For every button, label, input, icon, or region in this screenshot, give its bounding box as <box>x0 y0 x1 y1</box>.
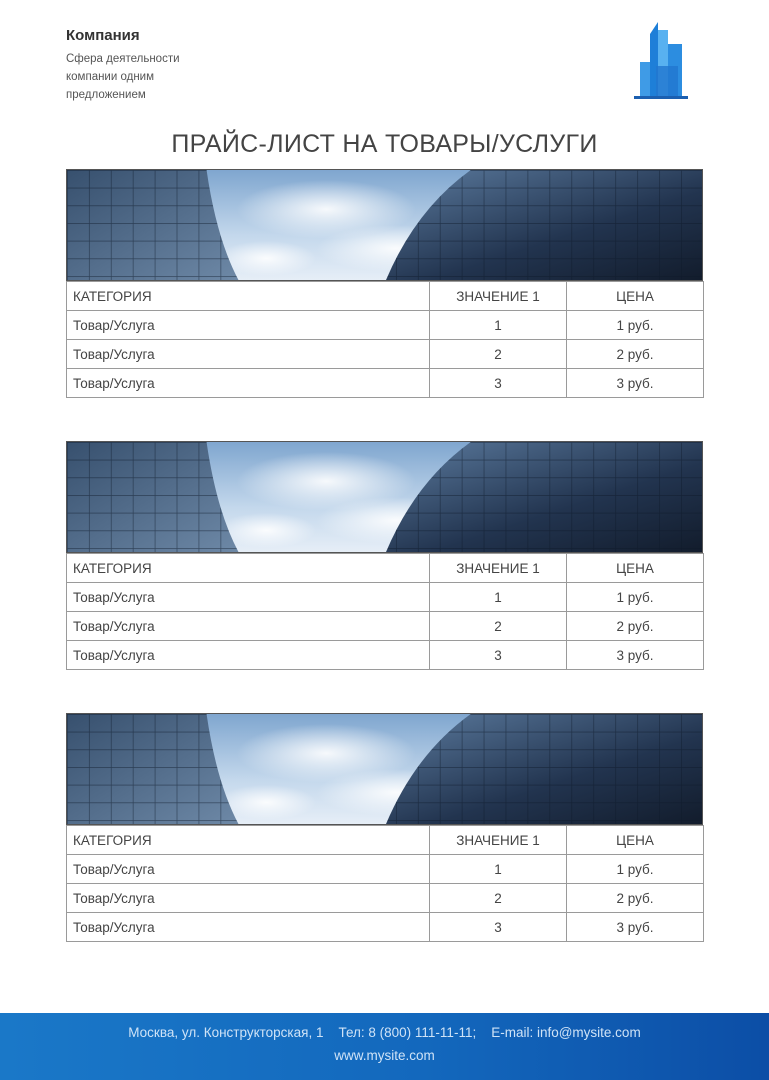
cell-price: 3 руб. <box>567 369 704 398</box>
cell-category: Товар/Услуга <box>67 855 430 884</box>
column-header-price: ЦЕНА <box>567 826 704 855</box>
cell-category: Товар/Услуга <box>67 612 430 641</box>
footer-contacts: Москва, ул. Конструкторская, 1 Тел: 8 (800) 111-11-11; E-mail: info@mysite.com <box>128 1025 641 1040</box>
cell-category: Товар/Услуга <box>67 311 430 340</box>
cell-price: 3 руб. <box>567 913 704 942</box>
price-block-2 <box>66 441 703 670</box>
table-row <box>67 884 704 913</box>
table-row <box>67 583 704 612</box>
table-row <box>67 612 704 641</box>
price-table <box>66 281 704 398</box>
cell-category: Товар/Услуга <box>67 913 430 942</box>
price-block-3 <box>66 713 703 942</box>
cell-value: 2 <box>430 340 567 369</box>
cell-price: 2 руб. <box>567 612 704 641</box>
cell-price: 1 руб. <box>567 855 704 884</box>
table-row <box>67 913 704 942</box>
column-header-category: КАТЕГОРИЯ <box>67 282 430 311</box>
cell-value: 3 <box>430 369 567 398</box>
table-row <box>67 369 704 398</box>
column-header-price: ЦЕНА <box>567 554 704 583</box>
cell-value: 2 <box>430 884 567 913</box>
cell-price: 1 руб. <box>567 583 704 612</box>
price-table <box>66 553 704 670</box>
price-table <box>66 825 704 942</box>
column-header-price: ЦЕНА <box>567 282 704 311</box>
table-header-row <box>67 554 704 583</box>
cell-price: 3 руб. <box>567 641 704 670</box>
cell-value: 1 <box>430 311 567 340</box>
page-title: ПРАЙС-ЛИСТ НА ТОВАРЫ/УСЛУГИ <box>171 130 598 158</box>
building-logo-icon <box>632 22 690 100</box>
column-header-value: ЗНАЧЕНИЕ 1 <box>430 554 567 583</box>
cell-category: Товар/Услуга <box>67 583 430 612</box>
cell-category: Товар/Услуга <box>67 369 430 398</box>
cell-price: 1 руб. <box>567 311 704 340</box>
column-header-value: ЗНАЧЕНИЕ 1 <box>430 826 567 855</box>
cell-price: 2 руб. <box>567 340 704 369</box>
table-header-row <box>67 826 704 855</box>
cell-category: Товар/Услуга <box>67 884 430 913</box>
table-header-row <box>67 282 704 311</box>
column-header-category: КАТЕГОРИЯ <box>67 554 430 583</box>
company-name: Компания <box>66 27 140 44</box>
cell-value: 3 <box>430 641 567 670</box>
cell-value: 1 <box>430 583 567 612</box>
column-header-category: КАТЕГОРИЯ <box>67 826 430 855</box>
cell-price: 2 руб. <box>567 884 704 913</box>
footer-website-link[interactable]: www.mysite.com <box>334 1048 435 1063</box>
cell-value: 1 <box>430 855 567 884</box>
cell-category: Товар/Услуга <box>67 641 430 670</box>
company-block <box>66 27 196 104</box>
company-tagline: Сфера деятельности компании одним предложением <box>66 53 180 101</box>
table-row <box>67 340 704 369</box>
table-row <box>67 855 704 884</box>
cell-value: 2 <box>430 612 567 641</box>
building-banner-image <box>66 713 703 825</box>
table-row <box>67 641 704 670</box>
cell-category: Товар/Услуга <box>67 340 430 369</box>
building-banner-image <box>66 169 703 281</box>
column-header-value: ЗНАЧЕНИЕ 1 <box>430 282 567 311</box>
table-row <box>67 311 704 340</box>
price-block-1 <box>66 169 703 398</box>
building-banner-image <box>66 441 703 553</box>
cell-value: 3 <box>430 913 567 942</box>
footer <box>0 1013 769 1080</box>
